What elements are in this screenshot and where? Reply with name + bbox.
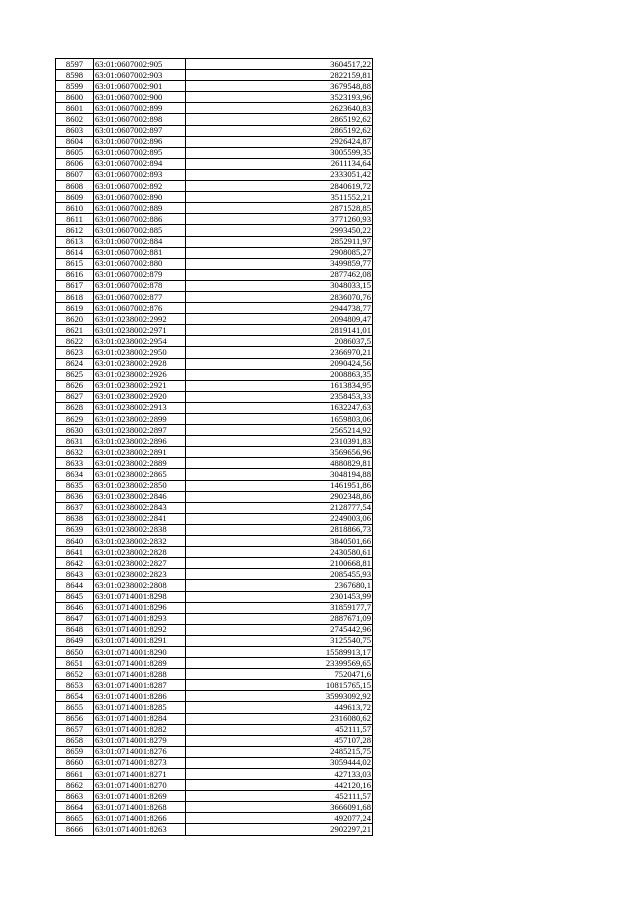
table-row — [56, 92, 373, 103]
value-cell: 7520471,6 — [186, 669, 373, 680]
table-row — [56, 358, 373, 369]
value-cell: 4880829,81 — [186, 458, 373, 469]
value-cell: 2366970,21 — [186, 347, 373, 358]
cadastral-number-cell: 63:01:0238002:2926 — [94, 369, 186, 380]
cadastral-number-cell: 63:01:0714001:8266 — [94, 813, 186, 824]
value-cell: 2993450,22 — [186, 225, 373, 236]
table-row — [56, 425, 373, 436]
row-number-cell: 8658 — [56, 735, 94, 746]
row-number-cell: 8632 — [56, 447, 94, 458]
table-row — [56, 258, 373, 269]
row-number-cell: 8610 — [56, 203, 94, 214]
table-row — [56, 646, 373, 657]
value-cell: 2430580,61 — [186, 547, 373, 558]
cadastral-number-cell: 63:01:0607002:890 — [94, 192, 186, 203]
table-row — [56, 669, 373, 680]
value-cell: 492077,24 — [186, 813, 373, 824]
row-number-cell: 8649 — [56, 635, 94, 646]
row-number-cell: 8664 — [56, 802, 94, 813]
cadastral-number-cell: 63:01:0238002:2832 — [94, 536, 186, 547]
table-row — [56, 757, 373, 768]
cadastral-number-cell: 63:01:0607002:878 — [94, 280, 186, 291]
table-row — [56, 59, 373, 70]
table-row — [56, 491, 373, 502]
table-body — [56, 59, 373, 836]
row-number-cell: 8611 — [56, 214, 94, 225]
row-number-cell: 8598 — [56, 70, 94, 81]
cadastral-number-cell: 63:01:0714001:8270 — [94, 780, 186, 791]
cadastral-number-cell: 63:01:0238002:2865 — [94, 469, 186, 480]
table-row — [56, 70, 373, 81]
value-cell: 2819141,01 — [186, 325, 373, 336]
table-row — [56, 169, 373, 180]
row-number-cell: 8622 — [56, 336, 94, 347]
row-number-cell: 8607 — [56, 169, 94, 180]
table-row — [56, 103, 373, 114]
value-cell: 1659803,06 — [186, 414, 373, 425]
cadastral-number-cell: 63:01:0607002:893 — [94, 169, 186, 180]
row-number-cell: 8597 — [56, 59, 94, 70]
table-row — [56, 336, 373, 347]
value-cell: 2926424,87 — [186, 136, 373, 147]
row-number-cell: 8638 — [56, 513, 94, 524]
value-cell: 3604517,22 — [186, 59, 373, 70]
cadastral-number-cell: 63:01:0714001:8289 — [94, 658, 186, 669]
value-cell: 2094809,47 — [186, 314, 373, 325]
value-cell: 2310391,83 — [186, 436, 373, 447]
value-cell: 2908085,27 — [186, 247, 373, 258]
table-row — [56, 380, 373, 391]
cadastral-number-cell: 63:01:0238002:2838 — [94, 524, 186, 535]
value-cell: 2745442,96 — [186, 624, 373, 635]
value-cell: 2623640,83 — [186, 103, 373, 114]
value-cell: 2852911,97 — [186, 236, 373, 247]
cadastral-number-cell: 63:01:0714001:8288 — [94, 669, 186, 680]
row-number-cell: 8643 — [56, 569, 94, 580]
cadastral-number-cell: 63:01:0714001:8284 — [94, 713, 186, 724]
row-number-cell: 8629 — [56, 414, 94, 425]
cadastral-number-cell: 63:01:0607002:881 — [94, 247, 186, 258]
row-number-cell: 8656 — [56, 713, 94, 724]
table-row — [56, 280, 373, 291]
row-number-cell: 8603 — [56, 125, 94, 136]
table-row — [56, 203, 373, 214]
row-number-cell: 8604 — [56, 136, 94, 147]
row-number-cell: 8666 — [56, 824, 94, 835]
row-number-cell: 8660 — [56, 757, 94, 768]
table-row — [56, 303, 373, 314]
value-cell: 15589913,17 — [186, 646, 373, 657]
value-cell: 2611134,64 — [186, 158, 373, 169]
row-number-cell: 8608 — [56, 181, 94, 192]
cadastral-number-cell: 63:01:0607002:894 — [94, 158, 186, 169]
table-row — [56, 746, 373, 757]
row-number-cell: 8626 — [56, 380, 94, 391]
cadastral-number-cell: 63:01:0238002:2843 — [94, 502, 186, 513]
cadastral-number-cell: 63:01:0238002:2921 — [94, 380, 186, 391]
cadastral-number-cell: 63:01:0714001:8273 — [94, 757, 186, 768]
cadastral-number-cell: 63:01:0238002:2920 — [94, 391, 186, 402]
row-number-cell: 8616 — [56, 269, 94, 280]
row-number-cell: 8620 — [56, 314, 94, 325]
cadastral-number-cell: 63:01:0714001:8263 — [94, 824, 186, 835]
value-cell: 2333051,42 — [186, 169, 373, 180]
table-row — [56, 469, 373, 480]
cadastral-number-cell: 63:01:0607002:900 — [94, 92, 186, 103]
value-cell: 10815765,15 — [186, 680, 373, 691]
table-row — [56, 347, 373, 358]
table-row — [56, 558, 373, 569]
cadastral-number-cell: 63:01:0714001:8276 — [94, 746, 186, 757]
row-number-cell: 8650 — [56, 646, 94, 657]
cadastral-number-cell: 63:01:0238002:2850 — [94, 480, 186, 491]
value-cell: 3840501,66 — [186, 536, 373, 547]
table-row — [56, 536, 373, 547]
row-number-cell: 8640 — [56, 536, 94, 547]
table-row — [56, 114, 373, 125]
value-cell: 427133,03 — [186, 769, 373, 780]
value-cell: 2887671,09 — [186, 613, 373, 624]
value-cell: 2840619,72 — [186, 181, 373, 192]
value-cell: 3771260,93 — [186, 214, 373, 225]
cadastral-number-cell: 63:01:0238002:2846 — [94, 491, 186, 502]
cadastral-number-cell: 63:01:0714001:8291 — [94, 635, 186, 646]
table-row — [56, 236, 373, 247]
cadastral-number-cell: 63:01:0607002:905 — [94, 59, 186, 70]
row-number-cell: 8612 — [56, 225, 94, 236]
value-cell: 2367680,1 — [186, 580, 373, 591]
cadastral-number-cell: 63:01:0607002:885 — [94, 225, 186, 236]
value-cell: 2301453,99 — [186, 591, 373, 602]
cadastral-number-cell: 63:01:0238002:2950 — [94, 347, 186, 358]
table-row — [56, 702, 373, 713]
row-number-cell: 8655 — [56, 702, 94, 713]
value-cell: 2836070,76 — [186, 291, 373, 302]
cadastral-number-cell: 63:01:0714001:8279 — [94, 735, 186, 746]
cadastral-number-cell: 63:01:0238002:2928 — [94, 358, 186, 369]
cadastral-number-cell: 63:01:0607002:896 — [94, 136, 186, 147]
value-cell: 3523193,96 — [186, 92, 373, 103]
cadastral-number-cell: 63:01:0238002:2823 — [94, 569, 186, 580]
table-row — [56, 402, 373, 413]
table-row — [56, 813, 373, 824]
row-number-cell: 8618 — [56, 291, 94, 302]
table-row — [56, 181, 373, 192]
row-number-cell: 8600 — [56, 92, 94, 103]
table-row — [56, 680, 373, 691]
cadastral-number-cell: 63:01:0714001:8286 — [94, 691, 186, 702]
value-cell: 2902348,86 — [186, 491, 373, 502]
table-row — [56, 480, 373, 491]
table-row — [56, 325, 373, 336]
row-number-cell: 8630 — [56, 425, 94, 436]
table-row — [56, 569, 373, 580]
row-number-cell: 8663 — [56, 791, 94, 802]
table-row — [56, 369, 373, 380]
row-number-cell: 8631 — [56, 436, 94, 447]
cadastral-number-cell: 63:01:0607002:886 — [94, 214, 186, 225]
row-number-cell: 8623 — [56, 347, 94, 358]
row-number-cell: 8627 — [56, 391, 94, 402]
cadastral-number-cell: 63:01:0714001:8292 — [94, 624, 186, 635]
row-number-cell: 8657 — [56, 724, 94, 735]
row-number-cell: 8653 — [56, 680, 94, 691]
value-cell: 3125540,75 — [186, 635, 373, 646]
value-cell: 2877462,08 — [186, 269, 373, 280]
value-cell: 2086037,5 — [186, 336, 373, 347]
table-row — [56, 291, 373, 302]
cadastral-number-cell: 63:01:0714001:8268 — [94, 802, 186, 813]
row-number-cell: 8628 — [56, 402, 94, 413]
row-number-cell: 8599 — [56, 81, 94, 92]
cadastral-number-cell: 63:01:0238002:2808 — [94, 580, 186, 591]
value-cell: 23399569,65 — [186, 658, 373, 669]
cadastral-number-cell: 63:01:0607002:879 — [94, 269, 186, 280]
row-number-cell: 8642 — [56, 558, 94, 569]
row-number-cell: 8615 — [56, 258, 94, 269]
row-number-cell: 8654 — [56, 691, 94, 702]
cadastral-number-cell: 63:01:0238002:2954 — [94, 336, 186, 347]
value-cell: 3059444,02 — [186, 757, 373, 768]
table-row — [56, 136, 373, 147]
table-row — [56, 713, 373, 724]
table-row — [56, 724, 373, 735]
row-number-cell: 8646 — [56, 602, 94, 613]
cadastral-number-cell: 63:01:0714001:8293 — [94, 613, 186, 624]
value-cell: 2865192,62 — [186, 125, 373, 136]
cadastral-number-cell: 63:01:0607002:903 — [94, 70, 186, 81]
row-number-cell: 8634 — [56, 469, 94, 480]
row-number-cell: 8625 — [56, 369, 94, 380]
cadastral-number-cell: 63:01:0607002:898 — [94, 114, 186, 125]
cadastral-number-cell: 63:01:0607002:901 — [94, 81, 186, 92]
value-cell: 3499859,77 — [186, 258, 373, 269]
cadastral-number-cell: 63:01:0238002:2971 — [94, 325, 186, 336]
table-row — [56, 524, 373, 535]
table-row — [56, 580, 373, 591]
table-row — [56, 81, 373, 92]
table-row — [56, 691, 373, 702]
value-cell: 3005599,35 — [186, 147, 373, 158]
value-cell: 452111,57 — [186, 791, 373, 802]
cadastral-number-cell: 63:01:0238002:2841 — [94, 513, 186, 524]
row-number-cell: 8644 — [56, 580, 94, 591]
row-number-cell: 8606 — [56, 158, 94, 169]
value-cell: 2485215,75 — [186, 746, 373, 757]
table-row — [56, 192, 373, 203]
cadastral-number-cell: 63:01:0714001:8269 — [94, 791, 186, 802]
cadastral-number-cell: 63:01:0714001:8287 — [94, 680, 186, 691]
value-cell: 2316080,62 — [186, 713, 373, 724]
cadastral-number-cell: 63:01:0607002:897 — [94, 125, 186, 136]
value-cell: 3569656,96 — [186, 447, 373, 458]
cadastral-number-cell: 63:01:0238002:2891 — [94, 447, 186, 458]
table-row — [56, 458, 373, 469]
row-number-cell: 8635 — [56, 480, 94, 491]
value-cell: 2871528,85 — [186, 203, 373, 214]
table-row — [56, 414, 373, 425]
table-row — [56, 125, 373, 136]
table-row — [56, 769, 373, 780]
cadastral-number-cell: 63:01:0714001:8271 — [94, 769, 186, 780]
row-number-cell: 8613 — [56, 236, 94, 247]
value-cell: 2944738,77 — [186, 303, 373, 314]
cadastral-number-cell: 63:01:0607002:899 — [94, 103, 186, 114]
value-cell: 2565214,92 — [186, 425, 373, 436]
cadastral-number-cell: 63:01:0714001:8290 — [94, 646, 186, 657]
row-number-cell: 8662 — [56, 780, 94, 791]
row-number-cell: 8633 — [56, 458, 94, 469]
value-cell: 442120,16 — [186, 780, 373, 791]
value-cell: 31859177,7 — [186, 602, 373, 613]
cadastral-number-cell: 63:01:0238002:2828 — [94, 547, 186, 558]
cadastral-number-cell: 63:01:0238002:2889 — [94, 458, 186, 469]
row-number-cell: 8617 — [56, 280, 94, 291]
table-row — [56, 225, 373, 236]
table-row — [56, 436, 373, 447]
row-number-cell: 8659 — [56, 746, 94, 757]
value-cell: 452111,57 — [186, 724, 373, 735]
row-number-cell: 8619 — [56, 303, 94, 314]
row-number-cell: 8661 — [56, 769, 94, 780]
cadastral-number-cell: 63:01:0607002:877 — [94, 291, 186, 302]
table-row — [56, 780, 373, 791]
row-number-cell: 8621 — [56, 325, 94, 336]
row-number-cell: 8647 — [56, 613, 94, 624]
cadastral-number-cell: 63:01:0238002:2992 — [94, 314, 186, 325]
table-row — [56, 247, 373, 258]
cadastral-number-cell: 63:01:0607002:889 — [94, 203, 186, 214]
table-row — [56, 158, 373, 169]
data-table — [55, 58, 373, 836]
value-cell: 1461951,86 — [186, 480, 373, 491]
value-cell: 2249003,06 — [186, 513, 373, 524]
value-cell: 2818866,73 — [186, 524, 373, 535]
row-number-cell: 8641 — [56, 547, 94, 558]
table-row — [56, 635, 373, 646]
table-row — [56, 269, 373, 280]
cadastral-number-cell: 63:01:0714001:8296 — [94, 602, 186, 613]
table-row — [56, 547, 373, 558]
row-number-cell: 8648 — [56, 624, 94, 635]
value-cell: 3048194,88 — [186, 469, 373, 480]
table-row — [56, 147, 373, 158]
value-cell: 2358453,33 — [186, 391, 373, 402]
cadastral-number-cell: 63:01:0714001:8298 — [94, 591, 186, 602]
row-number-cell: 8624 — [56, 358, 94, 369]
table-row — [56, 735, 373, 746]
row-number-cell: 8637 — [56, 502, 94, 513]
row-number-cell: 8601 — [56, 103, 94, 114]
cadastral-number-cell: 63:01:0238002:2827 — [94, 558, 186, 569]
value-cell: 2100668,81 — [186, 558, 373, 569]
value-cell: 2902297,21 — [186, 824, 373, 835]
row-number-cell: 8639 — [56, 524, 94, 535]
value-cell: 2822159,81 — [186, 70, 373, 81]
cadastral-number-cell: 63:01:0238002:2896 — [94, 436, 186, 447]
cadastral-number-cell: 63:01:0607002:884 — [94, 236, 186, 247]
cadastral-number-cell: 63:01:0607002:876 — [94, 303, 186, 314]
cadastral-number-cell: 63:01:0607002:880 — [94, 258, 186, 269]
row-number-cell: 8665 — [56, 813, 94, 824]
row-number-cell: 8602 — [56, 114, 94, 125]
table-row — [56, 802, 373, 813]
table-row — [56, 391, 373, 402]
value-cell: 2128777,54 — [186, 502, 373, 513]
value-cell: 2865192,62 — [186, 114, 373, 125]
value-cell: 3511552,21 — [186, 192, 373, 203]
value-cell: 1613834,95 — [186, 380, 373, 391]
table-row — [56, 824, 373, 835]
table-row — [56, 591, 373, 602]
table-row — [56, 314, 373, 325]
row-number-cell: 8605 — [56, 147, 94, 158]
row-number-cell: 8652 — [56, 669, 94, 680]
table-row — [56, 624, 373, 635]
value-cell: 3048033,15 — [186, 280, 373, 291]
row-number-cell: 8645 — [56, 591, 94, 602]
row-number-cell: 8636 — [56, 491, 94, 502]
value-cell: 2008863,35 — [186, 369, 373, 380]
table-row — [56, 447, 373, 458]
cadastral-number-cell: 63:01:0238002:2897 — [94, 425, 186, 436]
value-cell: 457107,28 — [186, 735, 373, 746]
value-cell: 35993092,92 — [186, 691, 373, 702]
table-row — [56, 502, 373, 513]
table-row — [56, 658, 373, 669]
value-cell: 1632247,63 — [186, 402, 373, 413]
cadastral-number-cell: 63:01:0607002:895 — [94, 147, 186, 158]
row-number-cell: 8609 — [56, 192, 94, 203]
value-cell: 2085455,93 — [186, 569, 373, 580]
table-row — [56, 613, 373, 624]
cadastral-number-cell: 63:01:0238002:2913 — [94, 402, 186, 413]
row-number-cell: 8614 — [56, 247, 94, 258]
table-row — [56, 214, 373, 225]
value-cell: 449613,72 — [186, 702, 373, 713]
table-row — [56, 513, 373, 524]
cadastral-number-cell: 63:01:0238002:2899 — [94, 414, 186, 425]
cadastral-number-cell: 63:01:0714001:8282 — [94, 724, 186, 735]
cadastral-number-cell: 63:01:0714001:8285 — [94, 702, 186, 713]
value-cell: 2090424,56 — [186, 358, 373, 369]
table-row — [56, 602, 373, 613]
value-cell: 3679548,88 — [186, 81, 373, 92]
value-cell: 3666091,68 — [186, 802, 373, 813]
row-number-cell: 8651 — [56, 658, 94, 669]
table-row — [56, 791, 373, 802]
cadastral-number-cell: 63:01:0607002:892 — [94, 181, 186, 192]
